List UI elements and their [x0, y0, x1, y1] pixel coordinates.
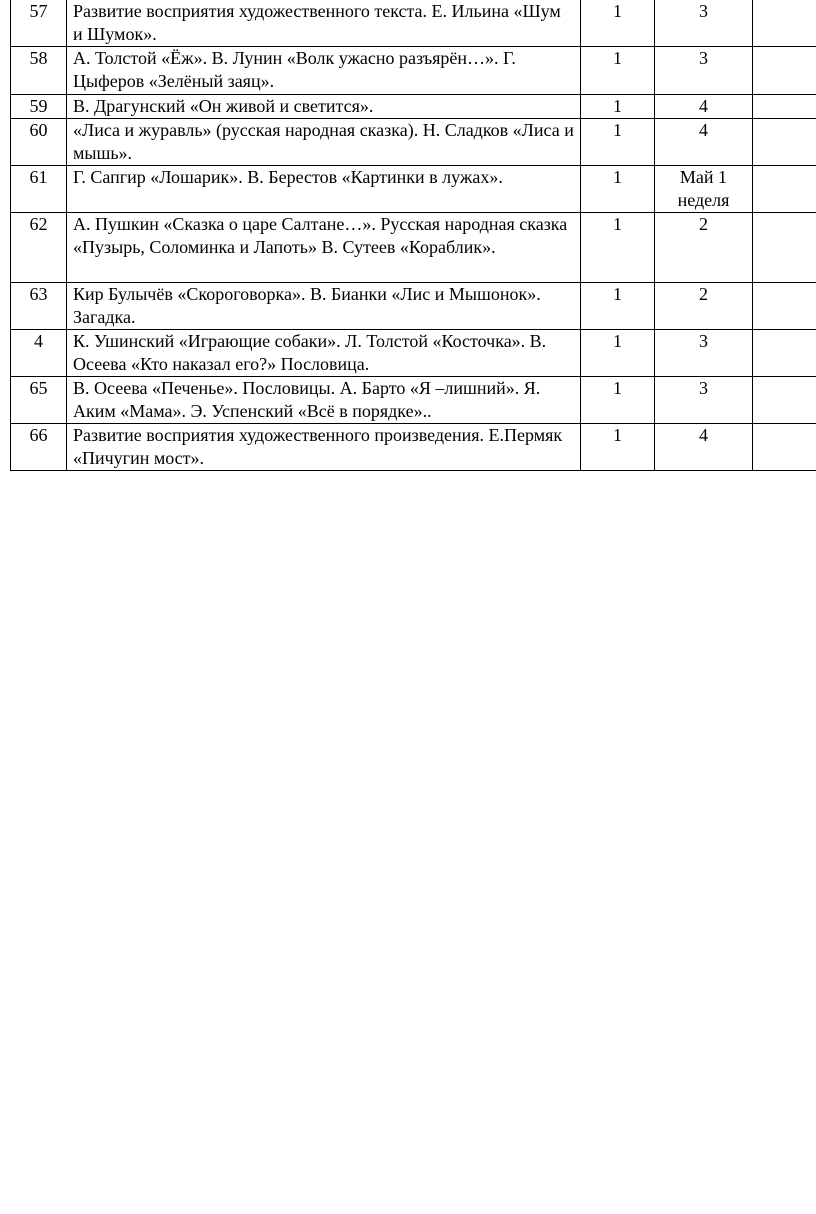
lesson-note	[753, 0, 816, 47]
lesson-note	[753, 424, 816, 471]
table-row	[11, 424, 816, 471]
table-row	[11, 95, 816, 119]
lesson-hours: 1	[581, 377, 655, 424]
lesson-week: 4	[655, 424, 753, 471]
lesson-hours: 1	[581, 47, 655, 95]
lesson-hours: 1	[581, 213, 655, 283]
table-row	[11, 0, 816, 47]
lesson-note	[753, 330, 816, 377]
lesson-hours: 1	[581, 0, 655, 47]
lesson-topic: «Лиса и журавль» (русская народная сказка). Н. Сладков «Лиса и мышь».	[67, 119, 581, 166]
lesson-number: 62	[11, 213, 67, 283]
lesson-hours: 1	[581, 119, 655, 166]
lesson-number: 58	[11, 47, 67, 95]
lesson-topic: Г. Сапгир «Лошарик». В. Берестов «Картинки в лужах».	[67, 166, 581, 213]
lesson-topic: А. Пушкин «Сказка о царе Салтане…». Русская народная сказка «Пузырь, Соломинка и Лапоть» В. Сутеев «Кораблик».	[67, 213, 581, 283]
lesson-hours: 1	[581, 95, 655, 119]
lesson-note	[753, 166, 816, 213]
lesson-week: Май 1 неделя	[655, 166, 753, 213]
lesson-week: 3	[655, 377, 753, 424]
lesson-hours: 1	[581, 166, 655, 213]
lesson-week: 2	[655, 213, 753, 283]
lesson-plan-body	[11, 0, 816, 471]
lesson-topic: Развитие восприятия художественного текста. Е. Ильина «Шум и Шумок».	[67, 0, 581, 47]
lesson-week: 3	[655, 0, 753, 47]
lesson-number: 60	[11, 119, 67, 166]
lesson-note	[753, 119, 816, 166]
lesson-topic: А. Толстой «Ёж». В. Лунин «Волк ужасно разъярён…». Г. Цыферов «Зелёный заяц».	[67, 47, 581, 95]
table-row	[11, 330, 816, 377]
table-row	[11, 119, 816, 166]
table-row	[11, 377, 816, 424]
lesson-number: 65	[11, 377, 67, 424]
table-row	[11, 166, 816, 213]
lesson-note	[753, 377, 816, 424]
lesson-note	[753, 283, 816, 330]
lesson-note	[753, 47, 816, 95]
lesson-week: 2	[655, 283, 753, 330]
lesson-week: 4	[655, 95, 753, 119]
lesson-week: 3	[655, 47, 753, 95]
lesson-topic: В. Драгунский «Он живой и светится».	[67, 95, 581, 119]
lesson-topic: В. Осеева «Печенье». Пословицы. А. Барто «Я –лишний». Я. Аким «Мама». Э. Успенский «Всё в порядке»..	[67, 377, 581, 424]
lesson-number: 61	[11, 166, 67, 213]
lesson-hours: 1	[581, 283, 655, 330]
lesson-number: 63	[11, 283, 67, 330]
lesson-week: 4	[655, 119, 753, 166]
lesson-topic: Развитие восприятия художественного произведения. Е.Пермяк «Пичугин мост».	[67, 424, 581, 471]
table-row	[11, 283, 816, 330]
lesson-week: 3	[655, 330, 753, 377]
lesson-number: 57	[11, 0, 67, 47]
table-row	[11, 47, 816, 95]
lesson-note	[753, 213, 816, 283]
lesson-hours: 1	[581, 330, 655, 377]
document-page	[10, 0, 816, 471]
lesson-number: 66	[11, 424, 67, 471]
lesson-topic: Кир Булычёв «Скороговорка». В. Бианки «Лис и Мышонок». Загадка.	[67, 283, 581, 330]
lesson-number: 59	[11, 95, 67, 119]
lesson-hours: 1	[581, 424, 655, 471]
lesson-number: 4	[11, 330, 67, 377]
lesson-plan-table	[10, 0, 816, 471]
lesson-topic: К. Ушинский «Играющие собаки». Л. Толстой «Косточка». В. Осеева «Кто наказал его?» Пословица.	[67, 330, 581, 377]
lesson-note	[753, 95, 816, 119]
table-row	[11, 213, 816, 283]
